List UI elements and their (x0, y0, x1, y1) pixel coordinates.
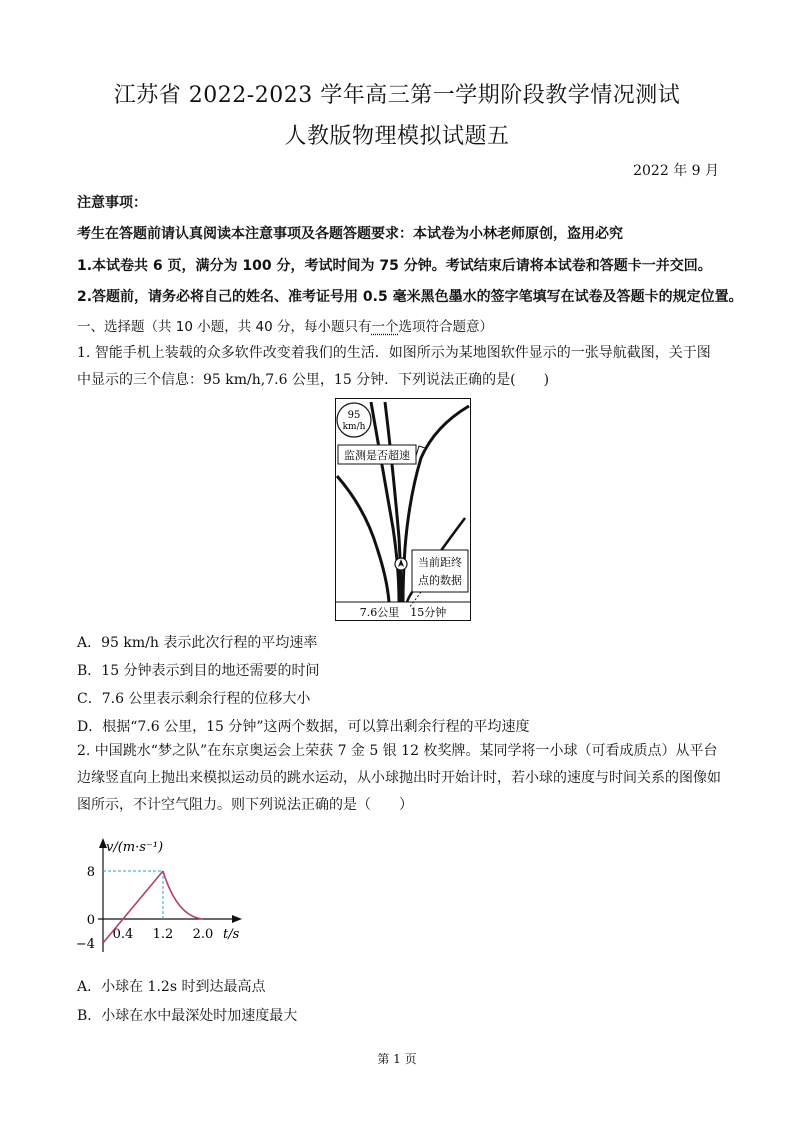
question-1-stem: 1. 智能手机上装载的众多软件改变着我们的生活．如图所示为某地图软件显示的一张导航截图，关于图中显示的三个信息：95 km/h,7.6 公里，15 分钟．下列说法正确的是( ) (77, 345, 711, 388)
current-label-2: 点的数据 (418, 574, 462, 587)
navigation-figure (335, 398, 471, 621)
notice-item-0: 考生在答题前请认真阅读本注意事项及各题答题要求：本试卷为小林老师原创，盗用必究 (77, 226, 623, 242)
emphasis-mark: 一个 (371, 319, 399, 335)
notice-item-2: 2.答题前，请务必将自己的姓名、准考证号用 0.5 毫米黑色墨水的签字笔填写在试卷及答题卡的规定位置。 (77, 289, 743, 305)
notice-heading: 注意事项： (77, 195, 147, 211)
q1-option-c[interactable]: C．7.6 公里表示剩余行程的位移大小 (77, 691, 311, 707)
x-axis-label: t/s (223, 927, 240, 942)
notice-item-1: 1.本试卷共 6 页，满分为 100 分，考试时间为 75 分钟。考试结束后请将本试卷和答题卡一并交回。 (77, 258, 712, 274)
series-curve-segment (163, 871, 203, 919)
q2-option-b[interactable]: B．小球在水中最深处时加速度最大 (77, 1008, 298, 1024)
bottom-bar-text: 7.6公里 15分钟 (359, 606, 447, 619)
y-tick-label: 0 (86, 913, 95, 928)
page-number: 第 1 页 (377, 1052, 417, 1066)
x-axis-arrow-icon (232, 915, 242, 923)
speed-value: 95 (347, 410, 361, 421)
y-axis-label: v/(m·s⁻¹) (106, 840, 164, 855)
section-heading: 一、选择题（共 10 小题，共 40 分，每小题只有一个选项符合题意） (77, 319, 494, 335)
q1-option-b[interactable]: B．15 分钟表示到目的地还需要的时间 (77, 663, 320, 679)
q2-option-a[interactable]: A．小球在 1.2s 时到达最高点 (77, 979, 266, 995)
y-tick-label: 8 (86, 865, 95, 880)
exam-subtitle: 人教版物理模拟试题五 (284, 124, 510, 149)
speed-unit: km/h (342, 422, 366, 432)
x-tick-label: 0.4 (112, 927, 134, 942)
current-label-1: 当前距终 (418, 556, 462, 569)
x-tick-label: 1.2 (152, 927, 174, 942)
question-2-stem: 2. 中国跳水“梦之队”在东京奥运会上荣获 7 金 5 银 12 枚奖牌。某同学将一小球（可看成质点）从平台边缘竖直向上抛出来模拟运动员的跳水运动，从小球抛出时开始计时，若小球的速度与时间关系的图像如图所示，不计空气阻力。则下列说法正确的是（ ） (77, 743, 721, 813)
exam-date: 2022 年 9 月 (633, 163, 719, 179)
exam-title: 江苏省 2022-2023 学年高三第一学期阶段教学情况测试 (113, 83, 681, 108)
q1-option-d[interactable]: D．根据“7.6 公里，15 分钟”这两个数据，可以算出剩余行程的平均速度 (77, 719, 530, 735)
velocity-time-chart (75, 832, 258, 962)
monitor-label: 监测是否超速 (344, 449, 410, 462)
q1-option-a[interactable]: A．95 km/h 表示此次行程的平均速率 (77, 635, 318, 651)
y-tick-label: −4 (75, 937, 95, 952)
x-tick-label: 2.0 (192, 927, 214, 942)
